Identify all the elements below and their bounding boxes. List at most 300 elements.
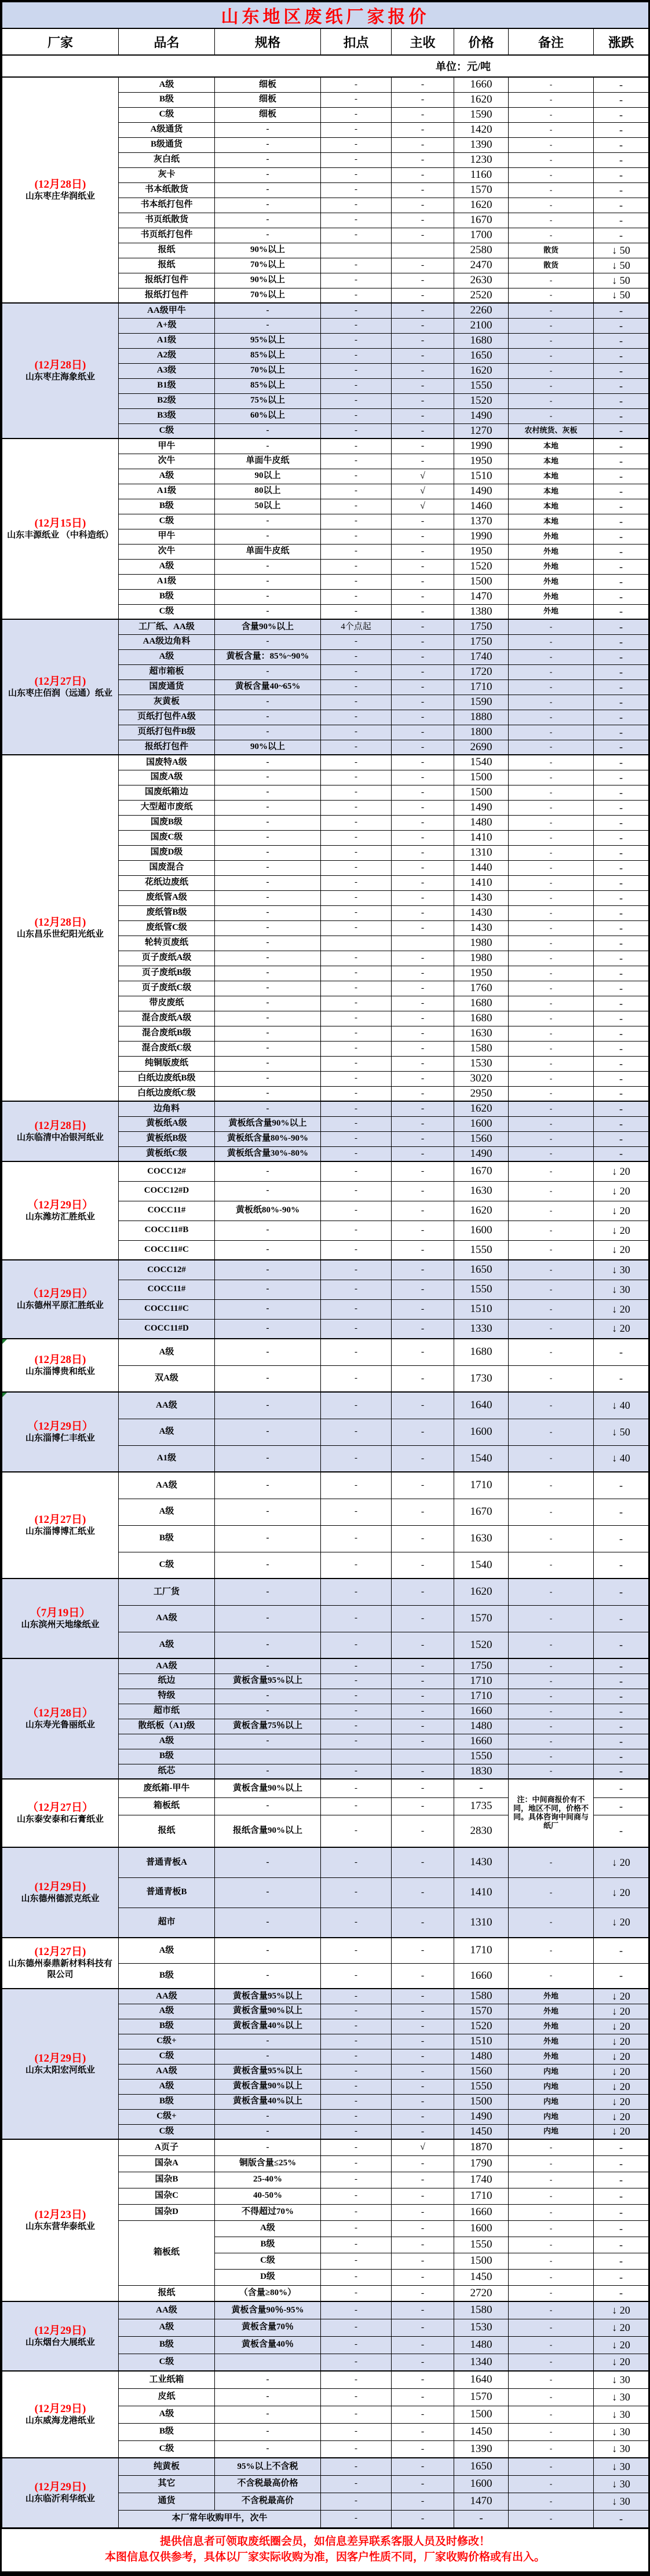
deduct-cell: - bbox=[321, 559, 392, 574]
deduct-cell: - bbox=[321, 1299, 392, 1319]
spec-cell: - bbox=[215, 1552, 321, 1579]
change-cell: ↓ 20 bbox=[594, 1299, 649, 1319]
product-cell: 国废混合 bbox=[119, 860, 215, 875]
table-row bbox=[2, 1392, 649, 1419]
note-cell: 外地 bbox=[509, 2004, 594, 2019]
product-cell: COCC11# bbox=[119, 1201, 215, 1221]
price-cell: 1410 bbox=[454, 830, 509, 845]
main-collect-cell: - bbox=[392, 920, 454, 936]
price-cell: 1640 bbox=[454, 2371, 509, 2388]
main-collect-cell: - bbox=[392, 1221, 454, 1240]
factory-date: (12月29日) bbox=[34, 2480, 86, 2493]
spec-cell: - bbox=[215, 905, 321, 920]
main-collect-cell: - bbox=[392, 1552, 454, 1579]
price-cell: 1760 bbox=[454, 981, 509, 996]
deduct-cell: - bbox=[321, 2388, 392, 2406]
price-cell: 1680 bbox=[454, 996, 509, 1011]
change-cell: - bbox=[594, 2269, 649, 2285]
main-collect-cell: - bbox=[392, 1419, 454, 1445]
factory-name: 山东东营华泰纸业 bbox=[25, 2221, 95, 2231]
product-cell: A1级 bbox=[119, 333, 215, 348]
product-cell: B3级 bbox=[119, 408, 215, 423]
product-cell: C级 bbox=[119, 2124, 215, 2139]
price-cell: 2830 bbox=[454, 1815, 509, 1847]
note-cell: - bbox=[509, 800, 594, 815]
product-cell: A级 bbox=[119, 2079, 215, 2094]
change-cell: - bbox=[594, 77, 649, 92]
price-cell: 1490 bbox=[454, 1146, 509, 1161]
change-cell: - bbox=[594, 1365, 649, 1392]
note-cell: - bbox=[509, 92, 594, 107]
factory-date: （12月29日） bbox=[27, 1199, 93, 1211]
product-cell: 页纸打包件A级 bbox=[119, 710, 215, 725]
change-cell: - bbox=[594, 2285, 649, 2301]
change-cell: - bbox=[594, 1579, 649, 1605]
factory-date: （12月28日） bbox=[27, 1707, 93, 1719]
product-cell: C级 bbox=[119, 2440, 215, 2458]
deduct-cell: - bbox=[321, 393, 392, 408]
change-cell: ↓ 30 bbox=[594, 2440, 649, 2458]
deduct-cell: - bbox=[321, 1280, 392, 1299]
product-cell: A级 bbox=[119, 1419, 215, 1445]
spec-cell: - bbox=[215, 2109, 321, 2124]
deduct-cell: - bbox=[321, 1472, 392, 1499]
main-collect-cell: - bbox=[392, 966, 454, 981]
main-collect-cell: - bbox=[392, 890, 454, 905]
company-cell bbox=[2, 1101, 119, 1161]
note-cell: - bbox=[509, 1280, 594, 1299]
spec-cell: - bbox=[215, 1445, 321, 1472]
spec-cell: - bbox=[215, 604, 321, 619]
spec-cell: - bbox=[215, 152, 321, 167]
deduct-cell: - bbox=[321, 875, 392, 890]
change-cell: - bbox=[594, 1011, 649, 1026]
note-cell: 本地 bbox=[509, 469, 594, 484]
deduct-cell: - bbox=[321, 2354, 392, 2371]
deduct-cell: - bbox=[321, 2458, 392, 2475]
deduct-cell: - bbox=[321, 996, 392, 1011]
spec-cell: - bbox=[215, 228, 321, 243]
spec-cell: - bbox=[215, 2371, 321, 2388]
spec-cell bbox=[215, 1749, 321, 1764]
main-collect-cell: - bbox=[392, 1764, 454, 1779]
column-header: 主收 bbox=[392, 28, 454, 55]
spec-cell: D级 bbox=[215, 2269, 321, 2285]
spec-cell: 不得超过70% bbox=[215, 2204, 321, 2220]
note-cell: - bbox=[509, 273, 594, 288]
price-cell: 1490 bbox=[454, 800, 509, 815]
note-cell: - bbox=[509, 1749, 594, 1764]
main-collect-cell: - bbox=[392, 393, 454, 408]
deduct-cell: - bbox=[321, 785, 392, 800]
company-cell bbox=[2, 1579, 119, 1658]
main-collect-cell: - bbox=[392, 378, 454, 393]
product-cell: 工业纸箱 bbox=[119, 2371, 215, 2388]
note-cell: 内地 bbox=[509, 2064, 594, 2079]
note-cell: - bbox=[509, 1319, 594, 1339]
price-cell: 1600 bbox=[454, 2220, 509, 2237]
main-collect-cell: - bbox=[392, 1658, 454, 1674]
spec-cell: - bbox=[215, 830, 321, 845]
change-cell: ↓ 20 bbox=[594, 1201, 649, 1221]
main-collect-cell: - bbox=[392, 2004, 454, 2019]
spec-cell: 黄板含量90%以上 bbox=[215, 1779, 321, 1797]
spec-cell: - bbox=[215, 1339, 321, 1365]
price-cell: 1270 bbox=[454, 423, 509, 439]
factory-name: 山东丰源纸业 （中科造纸） bbox=[7, 530, 114, 540]
spec-cell: 细板 bbox=[215, 92, 321, 107]
change-cell: ↓ 20 bbox=[594, 2109, 649, 2124]
change-cell: - bbox=[594, 198, 649, 213]
deduct-cell: - bbox=[321, 303, 392, 318]
main-collect-cell: - bbox=[392, 454, 454, 469]
main-collect-cell: - bbox=[392, 1877, 454, 1908]
note-cell: - bbox=[509, 1605, 594, 1632]
deduct-cell: - bbox=[321, 1579, 392, 1605]
main-collect-cell: - bbox=[392, 2285, 454, 2301]
main-collect-cell: √ bbox=[392, 2139, 454, 2155]
price-cell: - bbox=[454, 2510, 509, 2527]
product-cell: C级 bbox=[119, 423, 215, 439]
spec-cell: - bbox=[215, 2440, 321, 2458]
note-cell: - bbox=[509, 845, 594, 860]
spec-cell: - bbox=[215, 198, 321, 213]
spec-cell: 黄板含量90%以上 bbox=[215, 2079, 321, 2094]
price-cell: 1620 bbox=[454, 198, 509, 213]
change-cell: - bbox=[594, 936, 649, 951]
deduct-cell: - bbox=[321, 2301, 392, 2319]
product-cell: 超市箱板 bbox=[119, 664, 215, 679]
product-cell: 废纸箱-甲牛 bbox=[119, 1779, 215, 1797]
note-cell: - bbox=[509, 2458, 594, 2475]
deduct-cell: - bbox=[321, 469, 392, 484]
price-cell: 1490 bbox=[454, 484, 509, 499]
change-cell: - bbox=[594, 845, 649, 860]
note-cell: - bbox=[509, 1181, 594, 1201]
note-cell: - bbox=[509, 228, 594, 243]
product-cell: 白纸边废纸B级 bbox=[119, 1071, 215, 1086]
change-cell: - bbox=[594, 951, 649, 966]
change-cell: ↓ 30 bbox=[594, 2458, 649, 2475]
deduct-cell: - bbox=[321, 860, 392, 875]
note-cell: - bbox=[509, 649, 594, 664]
main-collect-cell: - bbox=[392, 996, 454, 1011]
factory-name: 山东昌乐世纪阳光纸业 bbox=[16, 929, 104, 939]
note-cell: - bbox=[509, 1847, 594, 1877]
price-cell: 1540 bbox=[454, 755, 509, 770]
spec-cell: - bbox=[215, 1605, 321, 1632]
change-cell: - bbox=[594, 755, 649, 770]
main-collect-cell: - bbox=[392, 228, 454, 243]
change-cell: ↓ 30 bbox=[594, 2423, 649, 2440]
note-cell: - bbox=[509, 905, 594, 920]
change-cell: - bbox=[594, 348, 649, 363]
main-collect-cell: - bbox=[392, 2510, 454, 2527]
spec-cell: - bbox=[215, 710, 321, 725]
spec-cell: - bbox=[215, 1419, 321, 1445]
change-cell: - bbox=[594, 589, 649, 604]
note-cell: - bbox=[509, 1392, 594, 1419]
deduct-cell: - bbox=[321, 1734, 392, 1749]
price-cell: 1750 bbox=[454, 634, 509, 649]
change-cell: - bbox=[594, 1749, 649, 1764]
main-collect-cell: - bbox=[392, 634, 454, 649]
deduct-cell: - bbox=[321, 1339, 392, 1365]
main-collect-cell: - bbox=[392, 1280, 454, 1299]
deduct-cell bbox=[321, 1749, 392, 1764]
product-cell: AA级 bbox=[119, 2301, 215, 2319]
change-cell: - bbox=[594, 710, 649, 725]
change-cell: - bbox=[594, 363, 649, 378]
price-cell: 1870 bbox=[454, 2139, 509, 2155]
product-cell: AA级 bbox=[119, 2064, 215, 2079]
price-cell: 2470 bbox=[454, 258, 509, 273]
spec-cell: 细板 bbox=[215, 77, 321, 92]
main-collect-cell: - bbox=[392, 2301, 454, 2319]
price-cell: - bbox=[454, 1779, 509, 1797]
note-cell: - bbox=[509, 1161, 594, 1181]
price-cell: 1390 bbox=[454, 2440, 509, 2458]
spec-cell: - bbox=[215, 1260, 321, 1280]
deduct-cell: - bbox=[321, 2034, 392, 2049]
note-cell: 本地 bbox=[509, 454, 594, 469]
price-cell: 1630 bbox=[454, 1525, 509, 1552]
product-cell: 国废通货 bbox=[119, 679, 215, 695]
main-collect-cell: - bbox=[392, 1116, 454, 1131]
deduct-cell: - bbox=[321, 529, 392, 544]
note-cell: - bbox=[509, 1071, 594, 1086]
price-cell: 1500 bbox=[454, 785, 509, 800]
change-cell: ↓ 20 bbox=[594, 2336, 649, 2354]
product-cell: AA级 bbox=[119, 1472, 215, 1499]
note-cell: - bbox=[509, 1365, 594, 1392]
spec-cell: - bbox=[215, 303, 321, 318]
deduct-cell: - bbox=[321, 258, 392, 273]
deduct-cell: - bbox=[321, 1116, 392, 1131]
spec-cell: 90%以上 bbox=[215, 273, 321, 288]
price-cell: 1430 bbox=[454, 890, 509, 905]
product-cell: 书本纸打包件 bbox=[119, 198, 215, 213]
spec-cell: 黄板含量40％ bbox=[215, 2336, 321, 2354]
factory-name: 山东枣庄海象纸业 bbox=[25, 372, 95, 382]
spec-cell: 90以上 bbox=[215, 469, 321, 484]
spec-cell: - bbox=[215, 1011, 321, 1026]
deduct-cell: - bbox=[321, 664, 392, 679]
spec-cell: - bbox=[215, 800, 321, 815]
company-cell bbox=[2, 77, 119, 303]
spec-cell: 黄板含量90%以上 bbox=[215, 2004, 321, 2019]
table-row bbox=[2, 1847, 649, 1877]
product-cell: B级 bbox=[119, 1963, 215, 1989]
spec-cell: - bbox=[215, 1319, 321, 1339]
spec-cell: - bbox=[215, 2388, 321, 2406]
deduct-cell: - bbox=[321, 1499, 392, 1525]
main-collect-cell: - bbox=[392, 981, 454, 996]
price-cell: 1450 bbox=[454, 2269, 509, 2285]
change-cell: - bbox=[594, 619, 649, 634]
note-cell: 外地 bbox=[509, 2049, 594, 2064]
main-collect-cell: - bbox=[392, 679, 454, 695]
spec-cell: 90%以上 bbox=[215, 740, 321, 755]
main-collect-cell: - bbox=[392, 198, 454, 213]
deduct-cell: - bbox=[321, 920, 392, 936]
factory-name: 山东德州德派克纸业 bbox=[21, 1894, 100, 1903]
product-cell: 灰卡 bbox=[119, 167, 215, 182]
factory-date: （12月29日） bbox=[27, 1287, 93, 1300]
price-cell: 1660 bbox=[454, 1963, 509, 1989]
spec-cell: - bbox=[215, 2124, 321, 2139]
change-cell: - bbox=[594, 469, 649, 484]
change-cell: - bbox=[594, 2172, 649, 2188]
product-cell: 本厂常年收购甲牛，次牛 bbox=[119, 2510, 321, 2527]
product-cell: A3级 bbox=[119, 363, 215, 378]
deduct-cell: - bbox=[321, 890, 392, 905]
main-collect-cell: - bbox=[392, 589, 454, 604]
price-cell: 1735 bbox=[454, 1797, 509, 1815]
deduct-cell: - bbox=[321, 484, 392, 499]
product-cell: A2级 bbox=[119, 348, 215, 363]
price-cell: 1160 bbox=[454, 167, 509, 182]
change-cell: - bbox=[594, 1938, 649, 1963]
product-cell: 废纸管B级 bbox=[119, 905, 215, 920]
product-cell: AA级 bbox=[119, 1658, 215, 1674]
product-cell: 黄板纸C级 bbox=[119, 1146, 215, 1161]
price-cell: 1530 bbox=[454, 1056, 509, 1071]
column-header: 价格 bbox=[454, 28, 509, 55]
price-cell: 1990 bbox=[454, 529, 509, 544]
price-cell: 1880 bbox=[454, 710, 509, 725]
spec-cell: - bbox=[215, 695, 321, 710]
change-cell: - bbox=[594, 152, 649, 167]
deduct-cell: - bbox=[321, 1877, 392, 1908]
change-cell: ↓ 30 bbox=[594, 2493, 649, 2510]
main-collect-cell: - bbox=[392, 2124, 454, 2139]
table-row bbox=[2, 1658, 649, 1674]
price-cell: 1600 bbox=[454, 1221, 509, 1240]
deduct-cell: - bbox=[321, 589, 392, 604]
note-cell: - bbox=[509, 1908, 594, 1938]
spec-cell: 黄板含量95%以上 bbox=[215, 1989, 321, 2004]
main-collect-cell: - bbox=[392, 2406, 454, 2423]
main-collect-cell: - bbox=[392, 2354, 454, 2371]
change-cell: - bbox=[594, 213, 649, 228]
note-cell: - bbox=[509, 152, 594, 167]
spec-cell: - bbox=[215, 1299, 321, 1319]
deduct-cell: - bbox=[321, 1632, 392, 1658]
spec-cell: - bbox=[215, 936, 321, 951]
change-cell: ↓ 20 bbox=[594, 2004, 649, 2019]
main-collect-cell: - bbox=[392, 137, 454, 152]
change-cell: - bbox=[594, 2253, 649, 2269]
product-cell: 灰白纸 bbox=[119, 152, 215, 167]
product-cell: C级 bbox=[119, 2354, 215, 2371]
note-cell: 外地 bbox=[509, 544, 594, 559]
note-cell: - bbox=[509, 1146, 594, 1161]
note-cell: - bbox=[509, 1011, 594, 1026]
main-collect-cell: - bbox=[392, 951, 454, 966]
factory-date: (12月27日) bbox=[34, 1946, 86, 1959]
deduct-cell: - bbox=[321, 2155, 392, 2172]
deduct-cell: - bbox=[321, 1181, 392, 1201]
company-cell bbox=[2, 1938, 119, 1989]
deduct-cell: - bbox=[321, 1240, 392, 1260]
price-cell: 1580 bbox=[454, 1041, 509, 1056]
note-cell: - bbox=[509, 333, 594, 348]
note-cell: - bbox=[509, 1041, 594, 1056]
change-cell: ↓ 20 bbox=[594, 2034, 649, 2049]
spec-cell: - bbox=[215, 2406, 321, 2423]
title-bar bbox=[2, 2, 649, 29]
price-cell: 1430 bbox=[454, 905, 509, 920]
unit-note: 单位：元/吨 bbox=[436, 61, 491, 72]
product-cell: 次牛 bbox=[119, 544, 215, 559]
deduct-cell: - bbox=[321, 1260, 392, 1280]
product-cell: B级 bbox=[119, 589, 215, 604]
main-collect-cell: √ bbox=[392, 499, 454, 514]
spec-cell: - bbox=[215, 1908, 321, 1938]
change-cell: ↓ 20 bbox=[594, 1989, 649, 2004]
note-cell: - bbox=[509, 1472, 594, 1499]
deduct-cell: - bbox=[321, 408, 392, 423]
spec-cell: 报纸含量90%以上 bbox=[215, 1815, 321, 1847]
spec-cell: - bbox=[215, 1525, 321, 1552]
factory-date: (12月28日) bbox=[34, 178, 86, 191]
table-row bbox=[2, 619, 649, 634]
factory-name: 山东临沂利华纸业 bbox=[25, 2494, 95, 2504]
spec-cell: - bbox=[215, 996, 321, 1011]
note-cell: - bbox=[509, 167, 594, 182]
note-cell: - bbox=[509, 785, 594, 800]
spec-cell: （含量≥80%） bbox=[215, 2285, 321, 2301]
change-cell: - bbox=[594, 1026, 649, 1041]
change-cell: ↓ 20 bbox=[594, 1161, 649, 1181]
price-cell: 1490 bbox=[454, 408, 509, 423]
table-row bbox=[2, 2139, 649, 2155]
spec-cell: - bbox=[215, 1877, 321, 1908]
deduct-cell: - bbox=[321, 1674, 392, 1689]
main-collect-cell: - bbox=[392, 1989, 454, 2004]
change-cell: ↓ 20 bbox=[594, 1221, 649, 1240]
price-cell: 2520 bbox=[454, 288, 509, 303]
deduct-cell: - bbox=[321, 1419, 392, 1445]
product-cell: 通货 bbox=[119, 2493, 215, 2510]
price-cell: 1950 bbox=[454, 966, 509, 981]
company-cell bbox=[2, 1260, 119, 1339]
price-cell: 1550 bbox=[454, 2079, 509, 2094]
table-row bbox=[2, 303, 649, 318]
product-cell: 混合废纸B级 bbox=[119, 1026, 215, 1041]
price-cell: 1710 bbox=[454, 1472, 509, 1499]
price-cell: 1410 bbox=[454, 1877, 509, 1908]
product-cell: A+级 bbox=[119, 318, 215, 333]
factory-name: 山东太阳宏河纸业 bbox=[25, 2065, 95, 2075]
note-cell: - bbox=[509, 2510, 594, 2527]
note-cell: - bbox=[509, 1026, 594, 1041]
product-cell: A级 bbox=[119, 469, 215, 484]
deduct-cell: - bbox=[321, 1041, 392, 1056]
deduct-cell: - bbox=[321, 1719, 392, 1734]
change-cell: - bbox=[594, 604, 649, 619]
note-cell: - bbox=[509, 981, 594, 996]
price-cell: 1680 bbox=[454, 1011, 509, 1026]
change-cell: - bbox=[594, 1797, 649, 1815]
price-cell: 1500 bbox=[454, 574, 509, 589]
product-cell: 报纸 bbox=[119, 258, 215, 273]
deduct-cell: - bbox=[321, 2064, 392, 2079]
change-cell: ↓ 20 bbox=[594, 1319, 649, 1339]
column-header: 涨跌 bbox=[594, 28, 649, 55]
note-cell: 外地 bbox=[509, 559, 594, 574]
